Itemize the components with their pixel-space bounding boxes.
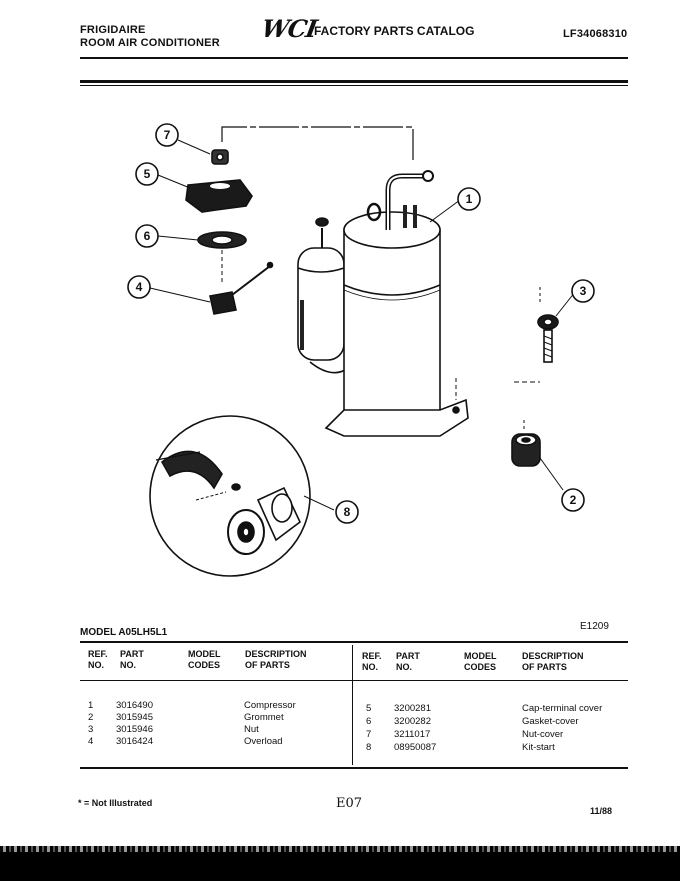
- part-description: Nut-cover: [522, 729, 564, 740]
- table-row: [366, 703, 626, 716]
- figure-code: E1209: [580, 621, 609, 632]
- ref-no: 5: [366, 703, 372, 714]
- header-separator: [80, 680, 628, 681]
- table-bottom-rule: [80, 767, 628, 769]
- part-no: 08950087: [394, 742, 437, 753]
- header-double-rule-thin: [80, 85, 628, 86]
- product-name: ROOM AIR CONDITIONER: [80, 37, 220, 49]
- callout-5: [136, 163, 158, 185]
- catalog-date: 11/88: [590, 806, 613, 816]
- part-no: 3200282: [394, 716, 431, 727]
- table-row: [88, 724, 348, 736]
- page-code: E07: [336, 796, 363, 811]
- svg-text:2: 2: [569, 493, 577, 507]
- scan-noise: [0, 846, 680, 852]
- nut-cover-part: [212, 150, 228, 164]
- svg-text:8: 8: [343, 505, 351, 519]
- svg-text:3: 3: [579, 284, 587, 298]
- nut-part: [514, 284, 558, 382]
- ref-no: 1: [88, 700, 94, 711]
- part-no: 3016490: [116, 700, 153, 711]
- callout-7: [156, 124, 178, 146]
- table-row: [366, 729, 626, 742]
- svg-text:4: 4: [135, 280, 143, 294]
- parts-list-left: [88, 700, 348, 748]
- part-description: Overload: [244, 736, 283, 747]
- svg-text:5: 5: [143, 167, 151, 181]
- part-description: Kit-start: [522, 742, 555, 753]
- ref-no: 3: [88, 724, 94, 735]
- col-part-no-right: PART NO.: [396, 651, 420, 672]
- callout-6: [136, 225, 158, 247]
- callout-4: [128, 276, 150, 298]
- part-no: 3015946: [116, 724, 153, 735]
- callout-2: [562, 489, 584, 511]
- parts-list-right: [366, 703, 626, 755]
- ref-no: 7: [366, 729, 372, 740]
- table-center-divider: [352, 645, 353, 765]
- start-kit-inset: [150, 416, 310, 576]
- part-description: Grommet: [244, 712, 284, 723]
- col-part-no-left: PART NO.: [120, 649, 144, 670]
- ref-no: 8: [366, 742, 372, 753]
- part-description: Compressor: [244, 700, 296, 711]
- part-no: 3211017: [394, 729, 431, 740]
- part-description: Nut: [244, 724, 259, 735]
- callout-1: [458, 188, 480, 210]
- header-rule: [80, 57, 628, 59]
- col-ref-no-right: REF. NO.: [362, 651, 382, 672]
- part-no: 3200281: [394, 703, 431, 714]
- callout-8: [336, 501, 358, 523]
- part-description: Cap-terminal cover: [522, 703, 603, 714]
- svg-text:1: 1: [465, 192, 473, 206]
- table-row: [366, 716, 626, 729]
- col-description-left: DESCRIPTION OF PARTS: [245, 649, 307, 670]
- compressor-part: [326, 171, 468, 436]
- col-description-right: DESCRIPTION OF PARTS: [522, 651, 584, 672]
- accumulator: [298, 218, 345, 373]
- catalog-number: LF34068310: [563, 28, 628, 40]
- part-no: 3015945: [116, 712, 153, 723]
- catalog-title: FACTORY PARTS CATALOG: [314, 24, 475, 38]
- wci-logo: WCI: [259, 14, 319, 43]
- ref-no: 2: [88, 712, 94, 723]
- table-row: [88, 736, 348, 748]
- part-description: Gasket-cover: [522, 716, 579, 727]
- table-top-rule: [80, 641, 628, 643]
- brand-name: FRIGIDAIRE: [80, 24, 146, 36]
- col-model-codes-right: MODEL CODES: [464, 651, 497, 672]
- not-illustrated-note: * = Not Illustrated: [78, 798, 153, 808]
- grommet-part: [512, 420, 540, 466]
- model-number: MODEL A05LH5L1: [80, 627, 168, 638]
- overload-part: [210, 263, 273, 315]
- part-no: 3016424: [116, 736, 153, 747]
- svg-text:6: 6: [143, 229, 151, 243]
- gasket-cover-part: [198, 232, 246, 248]
- col-model-codes-left: MODEL CODES: [188, 649, 221, 670]
- table-row: [88, 700, 348, 712]
- ref-no: 4: [88, 736, 94, 747]
- table-row: [88, 712, 348, 724]
- cap-terminal-cover-part: [186, 180, 252, 212]
- svg-text:7: 7: [163, 128, 171, 142]
- header-double-rule: [80, 80, 628, 83]
- table-row: [366, 742, 626, 755]
- callout-3: [572, 280, 594, 302]
- ref-no: 6: [366, 716, 372, 727]
- col-ref-no-left: REF. NO.: [88, 649, 108, 670]
- compressor-exploded-diagram: [0, 90, 680, 620]
